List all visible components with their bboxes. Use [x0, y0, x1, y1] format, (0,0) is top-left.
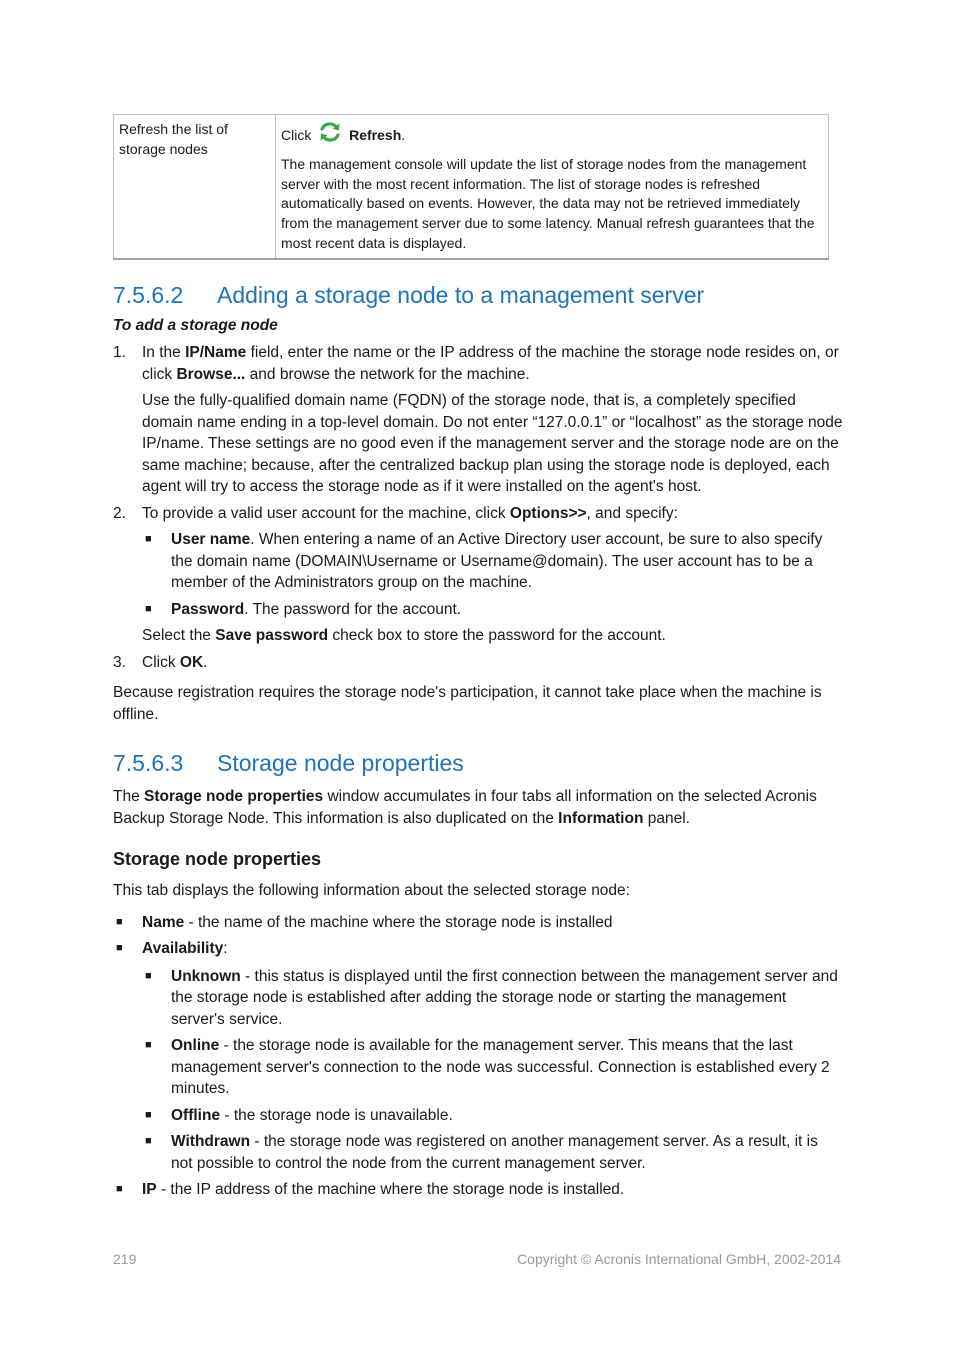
procedure-title: To add a storage node — [113, 316, 278, 334]
list-item: ■ IP - the IP address of the machine where the storage node is installed. — [113, 1179, 843, 1201]
list-item: ■ Name - the name of the machine where the storage node is installed — [113, 912, 843, 934]
step-1: 1. In the IP/Name field, enter the name or the IP address of the machine the storage node resides on, or click Browse... and browse the network for the machine. Use the fully-qualified domain name (FQDN) of the storage node, that is, a completely specified domain name ending in a top-level domain. Do not enter “127.0.0.1” or “localhost” as the storage node IP/name. These settings are no good even if the management server and the storage node are on the same machine; because, after the centralized backup plan using the storage node is deployed, each agent will try to access the storage node as if it were installed on the agent's host. — [113, 342, 843, 498]
bullet-icon: ■ — [145, 602, 152, 615]
tab-intro: This tab displays the following information about the selected storage node: — [113, 882, 630, 900]
refresh-instruction: Click Refresh. — [281, 120, 823, 146]
bullet-icon: ■ — [116, 942, 123, 955]
bullet-icon: ■ — [145, 1039, 152, 1052]
save-password-note: Select the Save password check box to store the password for the account. — [142, 627, 666, 645]
bullet-icon: ■ — [116, 1183, 123, 1196]
bullet-icon: ■ — [145, 1135, 152, 1148]
operations-table — [113, 114, 829, 260]
properties-intro: The Storage node properties window accumulates in four tabs all information on the selected Acronis Backup Storage Node. This information is also duplicated on the Information panel. — [113, 788, 817, 827]
step-2: 2. To provide a valid user account for the machine, click Options>>, and specify: ■ User name. When entering a name of an Active Directory user account, be sure to also specify the domain name (DOMAIN\Username or Username@domain). The user account has to be a member of the Administrators group on the machine. ■ Password. The password for the account. Select the Save password check box to store the password for the account. — [113, 503, 843, 647]
refresh-description: The management console will update the list of storage nodes from the management server with the most recent information. The list of storage nodes is refreshed automatically based on events. However, the data may not be retrieved immediately from the management server due to some latency. Manual refresh guarantees that the most recent data is displayed. — [281, 155, 815, 251]
list-item: ■ Unknown - this status is displayed until the first connection between the management server and the storage node is established after adding the storage node or starting the management server's service. — [145, 967, 838, 1028]
table-cell-operation: Refresh the list of storage nodes — [114, 115, 276, 259]
subheading-storage-node-properties: Storage node properties — [113, 849, 322, 870]
credentials-list — [142, 529, 843, 620]
bullet-icon: ■ — [116, 915, 123, 928]
list-item: ■ Availability: ■ Unknown - this status is displayed until the first connection between the management server and the storage node is established after adding the storage node or starting the management server's service. ■ Online - the storage node is available for the management server. This means that the last management server's connection to the node was successful. Connection is established every 2 minutes. ■ Offline - the storage node is unavailable. ■ Withdrawn - the storage node was registered on another management server. As a result, it is not possible to control the node from the current management server. — [113, 938, 843, 1174]
bullet-icon: ■ — [145, 1108, 152, 1121]
bullet-icon: ■ — [145, 969, 152, 982]
registration-note: Because registration requires the storage node's participation, it cannot take place when the machine is offline. — [113, 684, 822, 723]
refresh-label: Refresh — [349, 127, 402, 143]
page-number: 219 — [113, 1251, 137, 1267]
list-item: ■ Withdrawn - the storage node was registered on another management server. As a result, it is not possible to control the node from the current management server. — [145, 1133, 818, 1172]
section-heading-adding-storage-node: 7.5.6.2 Adding a storage node to a management server — [113, 281, 705, 308]
list-item: ■ User name. When entering a name of an Active Directory user account, be sure to also specify the domain name (DOMAIN\Username or Username@domain). The user account has to be a member of the Administrators group on the machine. — [145, 531, 823, 592]
copyright: Copyright © Acronis International GmbH, 2002-2014 — [517, 1251, 841, 1267]
list-item: ■ Offline - the storage node is unavailable. — [142, 1105, 843, 1127]
fqdn-note: Use the fully-qualified domain name (FQDN) of the storage node, that is, a completely specified domain name ending in a top-level domain. Do not enter “127.0.0.1” or “localhost” as the storage node IP/name. These settings are no good even if the management server and the storage node are on the same machine; because, after the centralized backup plan using the storage node is deployed, each agent will try to access the storage node as if it were installed on the agent's host. — [142, 392, 843, 496]
page-content — [113, 114, 843, 1206]
properties-list — [113, 912, 843, 1201]
procedure-steps — [113, 342, 843, 673]
list-item: ■ Online - the storage node is available for the management server. This means that the last management server's connection to the node was successful. Connection is established every 2 minutes. — [145, 1037, 830, 1098]
availability-list — [142, 966, 843, 1175]
section-heading-storage-node-properties: 7.5.6.3 Storage node properties — [113, 750, 464, 777]
table-row — [114, 115, 829, 259]
step-3: 3. Click OK. — [113, 653, 208, 671]
refresh-icon — [317, 120, 343, 144]
bullet-icon: ■ — [145, 533, 152, 546]
table-cell-description — [276, 115, 829, 259]
list-item: ■ Password. The password for the account. — [142, 599, 843, 621]
